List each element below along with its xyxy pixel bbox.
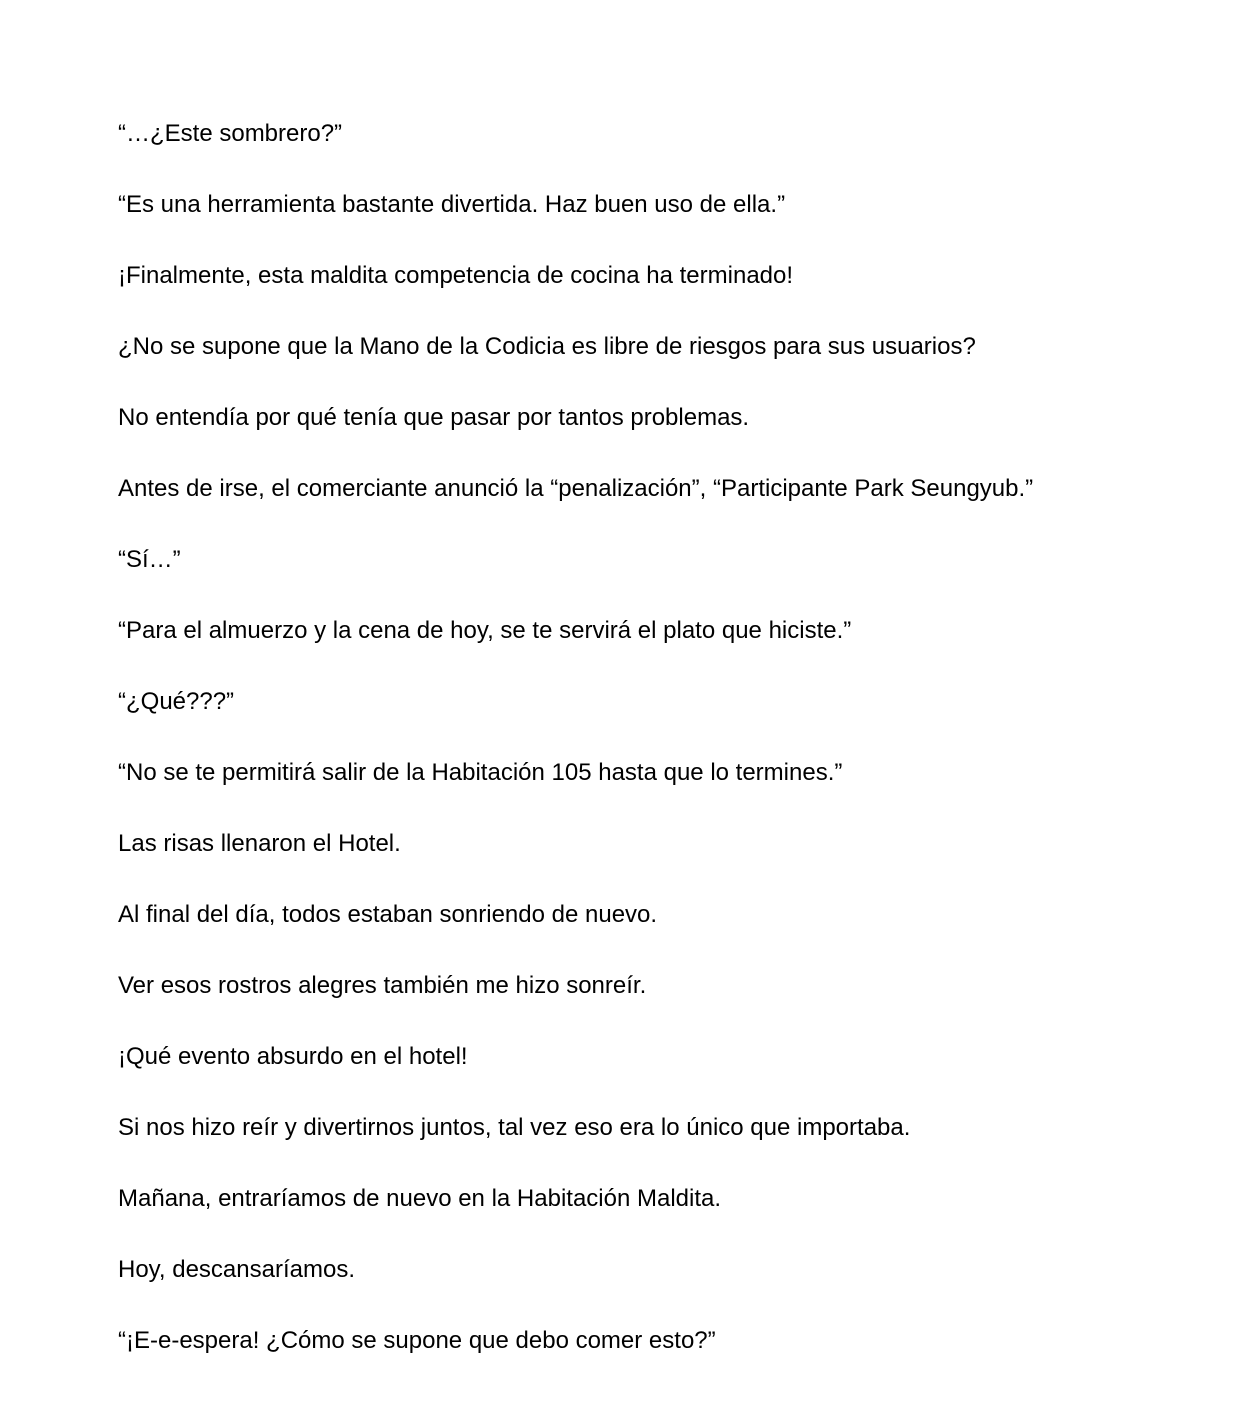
paragraph: “Para el almuerzo y la cena de hoy, se te servirá el plato que hiciste.” xyxy=(118,617,852,644)
paragraph: ¡Qué evento absurdo en el hotel! xyxy=(118,1043,468,1070)
paragraph: “Sí…” xyxy=(118,546,181,573)
paragraph: Mañana, entraríamos de nuevo en la Habitación Maldita. xyxy=(118,1185,722,1212)
paragraph: Ver esos rostros alegres también me hizo sonreír. xyxy=(118,972,647,999)
paragraph: Antes de irse, el comerciante anunció la “penalización”, “Participante Park Seungyub.” xyxy=(118,475,1034,502)
paragraph: Si nos hizo reír y divertirnos juntos, tal vez eso era lo único que importaba. xyxy=(118,1114,911,1141)
paragraph: “…¿Este sombrero?” xyxy=(118,120,343,147)
paragraph: Hoy, descansaríamos. xyxy=(118,1256,355,1283)
document-page xyxy=(118,116,1123,1394)
paragraph: “No se te permitirá salir de la Habitación 105 hasta que lo termines.” xyxy=(118,759,843,786)
paragraph: ¡Finalmente, esta maldita competencia de cocina ha terminado! xyxy=(118,262,794,289)
paragraph: ¿No se supone que la Mano de la Codicia es libre de riesgos para sus usuarios? xyxy=(118,333,976,360)
paragraph: Las risas llenaron el Hotel. xyxy=(118,830,401,857)
paragraph: Al final del día, todos estaban sonriendo de nuevo. xyxy=(118,901,658,928)
paragraph: “¿Qué???” xyxy=(118,688,235,715)
paragraph: “Es una herramienta bastante divertida. Haz buen uso de ella.” xyxy=(118,191,786,218)
paragraph: “¡E-e-espera! ¿Cómo se supone que debo comer esto?” xyxy=(118,1327,716,1354)
paragraph: No entendía por qué tenía que pasar por tantos problemas. xyxy=(118,404,750,431)
